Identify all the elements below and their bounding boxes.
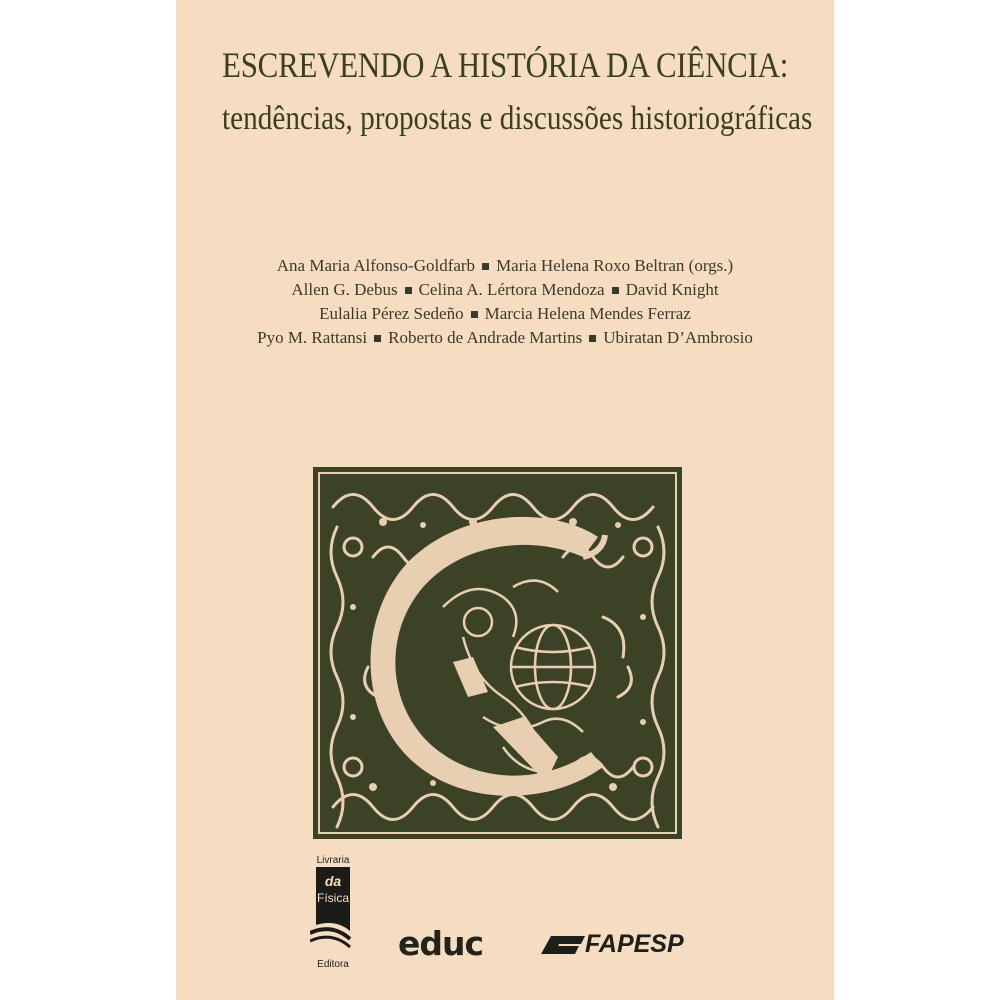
educ-logo: educ <box>398 924 484 963</box>
fapesp-label: FAPESP <box>585 930 684 958</box>
author-line <box>176 278 834 302</box>
author-line <box>176 302 834 326</box>
woodcut-initial-c-illustration <box>313 467 682 839</box>
separator-square-icon <box>612 287 619 294</box>
livraria-label: Livraria <box>316 855 350 866</box>
livraria-fisica-label: Física <box>316 891 349 905</box>
livraria-da-label: da <box>324 873 342 889</box>
author-name: Ubiratan D’Ambrosio <box>603 328 753 347</box>
author-name: Allen G. Debus <box>291 280 398 299</box>
author-name: Pyo M. Rattansi <box>257 328 368 347</box>
book-title: ESCREVENDO A HISTÓRIA DA CIÊNCIA: <box>222 45 789 85</box>
book-subtitle: tendências, propostas e discussões historiográficas <box>222 100 813 137</box>
author-name: Marcia Helena Mendes Ferraz <box>484 304 691 323</box>
fapesp-flag-icon <box>541 934 585 958</box>
author-name: Celina A. Lértora Mendoza <box>418 280 605 299</box>
author-name: Roberto de Andrade Martins <box>388 328 583 347</box>
author-line <box>176 254 834 278</box>
author-line <box>176 326 834 350</box>
separator-square-icon <box>405 287 412 294</box>
fapesp-logo <box>541 932 695 962</box>
separator-square-icon <box>471 311 478 318</box>
author-list <box>176 254 834 350</box>
separator-square-icon <box>482 263 489 270</box>
separator-square-icon <box>589 335 596 342</box>
separator-square-icon <box>374 335 381 342</box>
livraria-da-fisica-logo <box>306 855 360 970</box>
author-name: Eulalia Pérez Sedeño <box>319 304 464 323</box>
editora-label: Editora <box>317 959 349 970</box>
book-cover <box>176 0 834 1000</box>
author-name: Maria Helena Roxo Beltran (orgs.) <box>496 256 734 275</box>
author-name: David Knight <box>625 280 719 299</box>
author-name: Ana Maria Alfonso-Goldfarb <box>276 256 476 275</box>
